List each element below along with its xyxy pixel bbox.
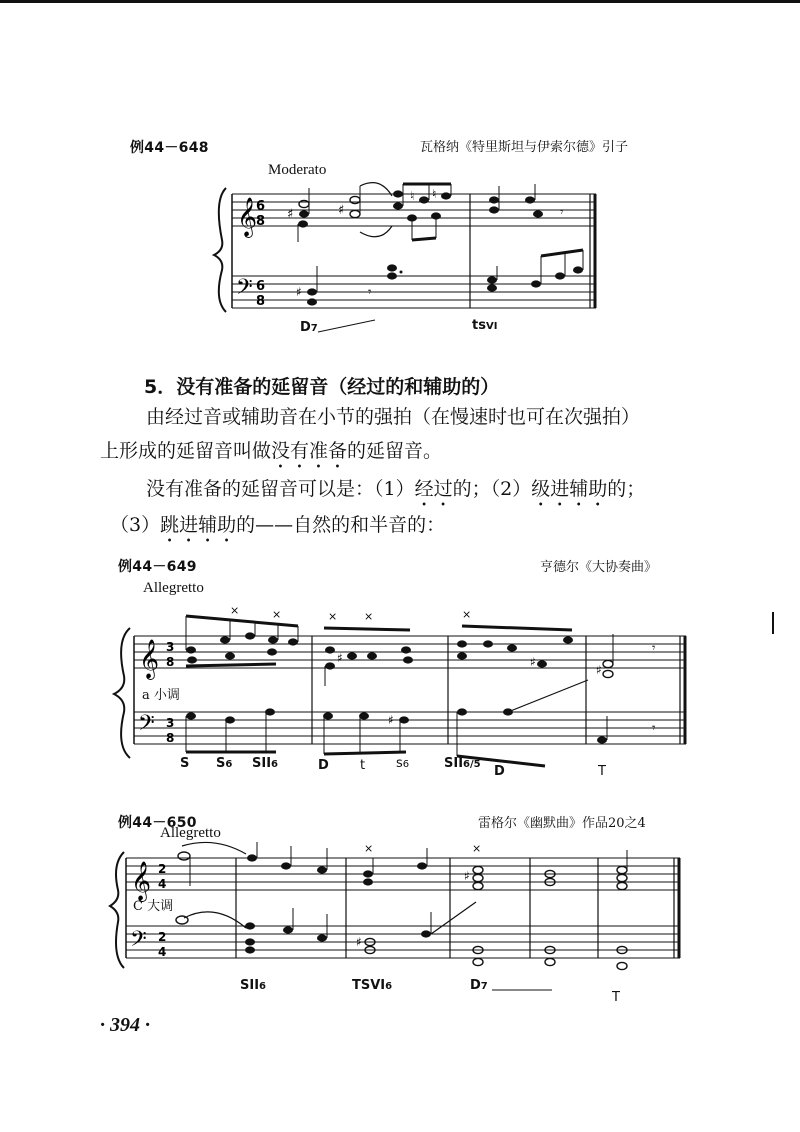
- svg-text:×: ×: [230, 604, 240, 617]
- svg-text:𝄢: 𝄢: [138, 711, 155, 741]
- svg-text:8: 8: [256, 214, 266, 229]
- svg-text:8: 8: [166, 731, 175, 745]
- svg-text:×: ×: [272, 608, 282, 621]
- svg-text:♮: ♮: [410, 189, 415, 203]
- svg-text:×: ×: [364, 610, 374, 623]
- example-label: 例44－648: [130, 140, 209, 156]
- chord-symbol: T: [598, 764, 606, 779]
- paragraph-line: 上形成的延留音叫做没有准备的延留音。: [100, 440, 443, 462]
- svg-text:×: ×: [462, 608, 472, 621]
- example-source: 亨德尔《大协奏曲》: [540, 560, 658, 575]
- svg-text:♯: ♯: [464, 869, 470, 883]
- chord-symbol: S6: [216, 756, 233, 771]
- svg-text:♯: ♯: [356, 935, 362, 949]
- paragraph-line: 没有准备的延留音可以是：（1）经过的；（2）级进辅助的；: [146, 478, 646, 500]
- paragraph-line: （3）跳进辅助的——自然的和半音的：: [110, 514, 446, 536]
- chord-symbol: S: [180, 756, 190, 771]
- svg-text:8: 8: [256, 294, 266, 309]
- chord-symbol: D7: [300, 320, 318, 335]
- svg-text:♯: ♯: [596, 663, 602, 677]
- svg-text:×: ×: [364, 842, 374, 855]
- example-label: 例44－649: [118, 559, 197, 575]
- chord-symbol: SII6/5: [444, 756, 481, 771]
- svg-text:𝄾: 𝄾: [368, 285, 372, 300]
- chord-symbol: TSVI6: [352, 978, 393, 993]
- chord-symbol: SII6: [252, 756, 279, 771]
- key-label: a 小调: [142, 688, 180, 703]
- svg-text:♯: ♯: [337, 651, 343, 665]
- svg-text:𝄞: 𝄞: [131, 861, 152, 901]
- svg-text:𝄾: 𝄾: [560, 205, 564, 220]
- svg-text:×: ×: [472, 842, 482, 855]
- svg-text:𝄾: 𝄾: [652, 721, 656, 736]
- chord-symbol: SII6: [240, 978, 267, 993]
- emphasized-term: 跳进辅助: [160, 514, 237, 536]
- chord-symbol: s6: [396, 756, 410, 771]
- svg-text:𝄞: 𝄞: [237, 197, 258, 237]
- svg-text:𝄢: 𝄢: [130, 927, 147, 957]
- emphasized-term: 没有准备: [271, 440, 348, 462]
- svg-text:4: 4: [158, 877, 167, 891]
- section-heading: 5．没有准备的延留音（经过的和辅助的）: [144, 376, 500, 398]
- svg-text:♯: ♯: [388, 713, 394, 727]
- tempo-marking: Allegretto: [160, 825, 221, 841]
- chord-symbol: D: [318, 758, 329, 773]
- example-source: 雷格尔《幽默曲》作品20之4: [478, 816, 646, 831]
- svg-text:×: ×: [328, 610, 338, 623]
- svg-text:♯: ♯: [338, 203, 345, 218]
- svg-text:3: 3: [166, 640, 175, 654]
- svg-text:♯: ♯: [530, 655, 536, 669]
- svg-text:2: 2: [158, 862, 167, 876]
- emphasized-term: 级进辅助: [531, 478, 608, 500]
- svg-text:6: 6: [256, 279, 266, 294]
- svg-text:♮: ♮: [432, 187, 437, 201]
- svg-text:3: 3: [166, 716, 175, 730]
- paragraph-line: 由经过音或辅助音在小节的强拍（在慢速时也可在次强拍）: [146, 406, 641, 428]
- svg-text:2: 2: [158, 930, 167, 944]
- svg-text:6: 6: [256, 199, 266, 214]
- page-number: · 394 ·: [100, 1014, 150, 1036]
- svg-text:4: 4: [158, 945, 167, 959]
- chord-symbol: tsVI: [472, 318, 498, 333]
- svg-text:♯: ♯: [287, 207, 294, 222]
- key-label: C 大调: [133, 899, 174, 914]
- emphasized-term: 经过: [414, 478, 453, 500]
- example-source: 瓦格纳《特里斯坦与伊索尔德》引子: [420, 140, 629, 155]
- chord-symbol: T: [612, 990, 620, 1005]
- example-label: 例44－650: [118, 815, 197, 831]
- svg-text:𝄞: 𝄞: [139, 639, 160, 679]
- chord-symbol: t: [360, 758, 366, 773]
- svg-text:♯: ♯: [296, 285, 302, 299]
- chord-symbol: D: [494, 764, 505, 779]
- tempo-marking: Allegretto: [143, 580, 204, 596]
- svg-text:𝄢: 𝄢: [236, 275, 253, 305]
- svg-text:8: 8: [166, 655, 175, 669]
- chord-symbol: D7: [470, 978, 488, 993]
- tempo-marking: Moderato: [268, 162, 327, 178]
- svg-text:𝄾: 𝄾: [652, 641, 656, 656]
